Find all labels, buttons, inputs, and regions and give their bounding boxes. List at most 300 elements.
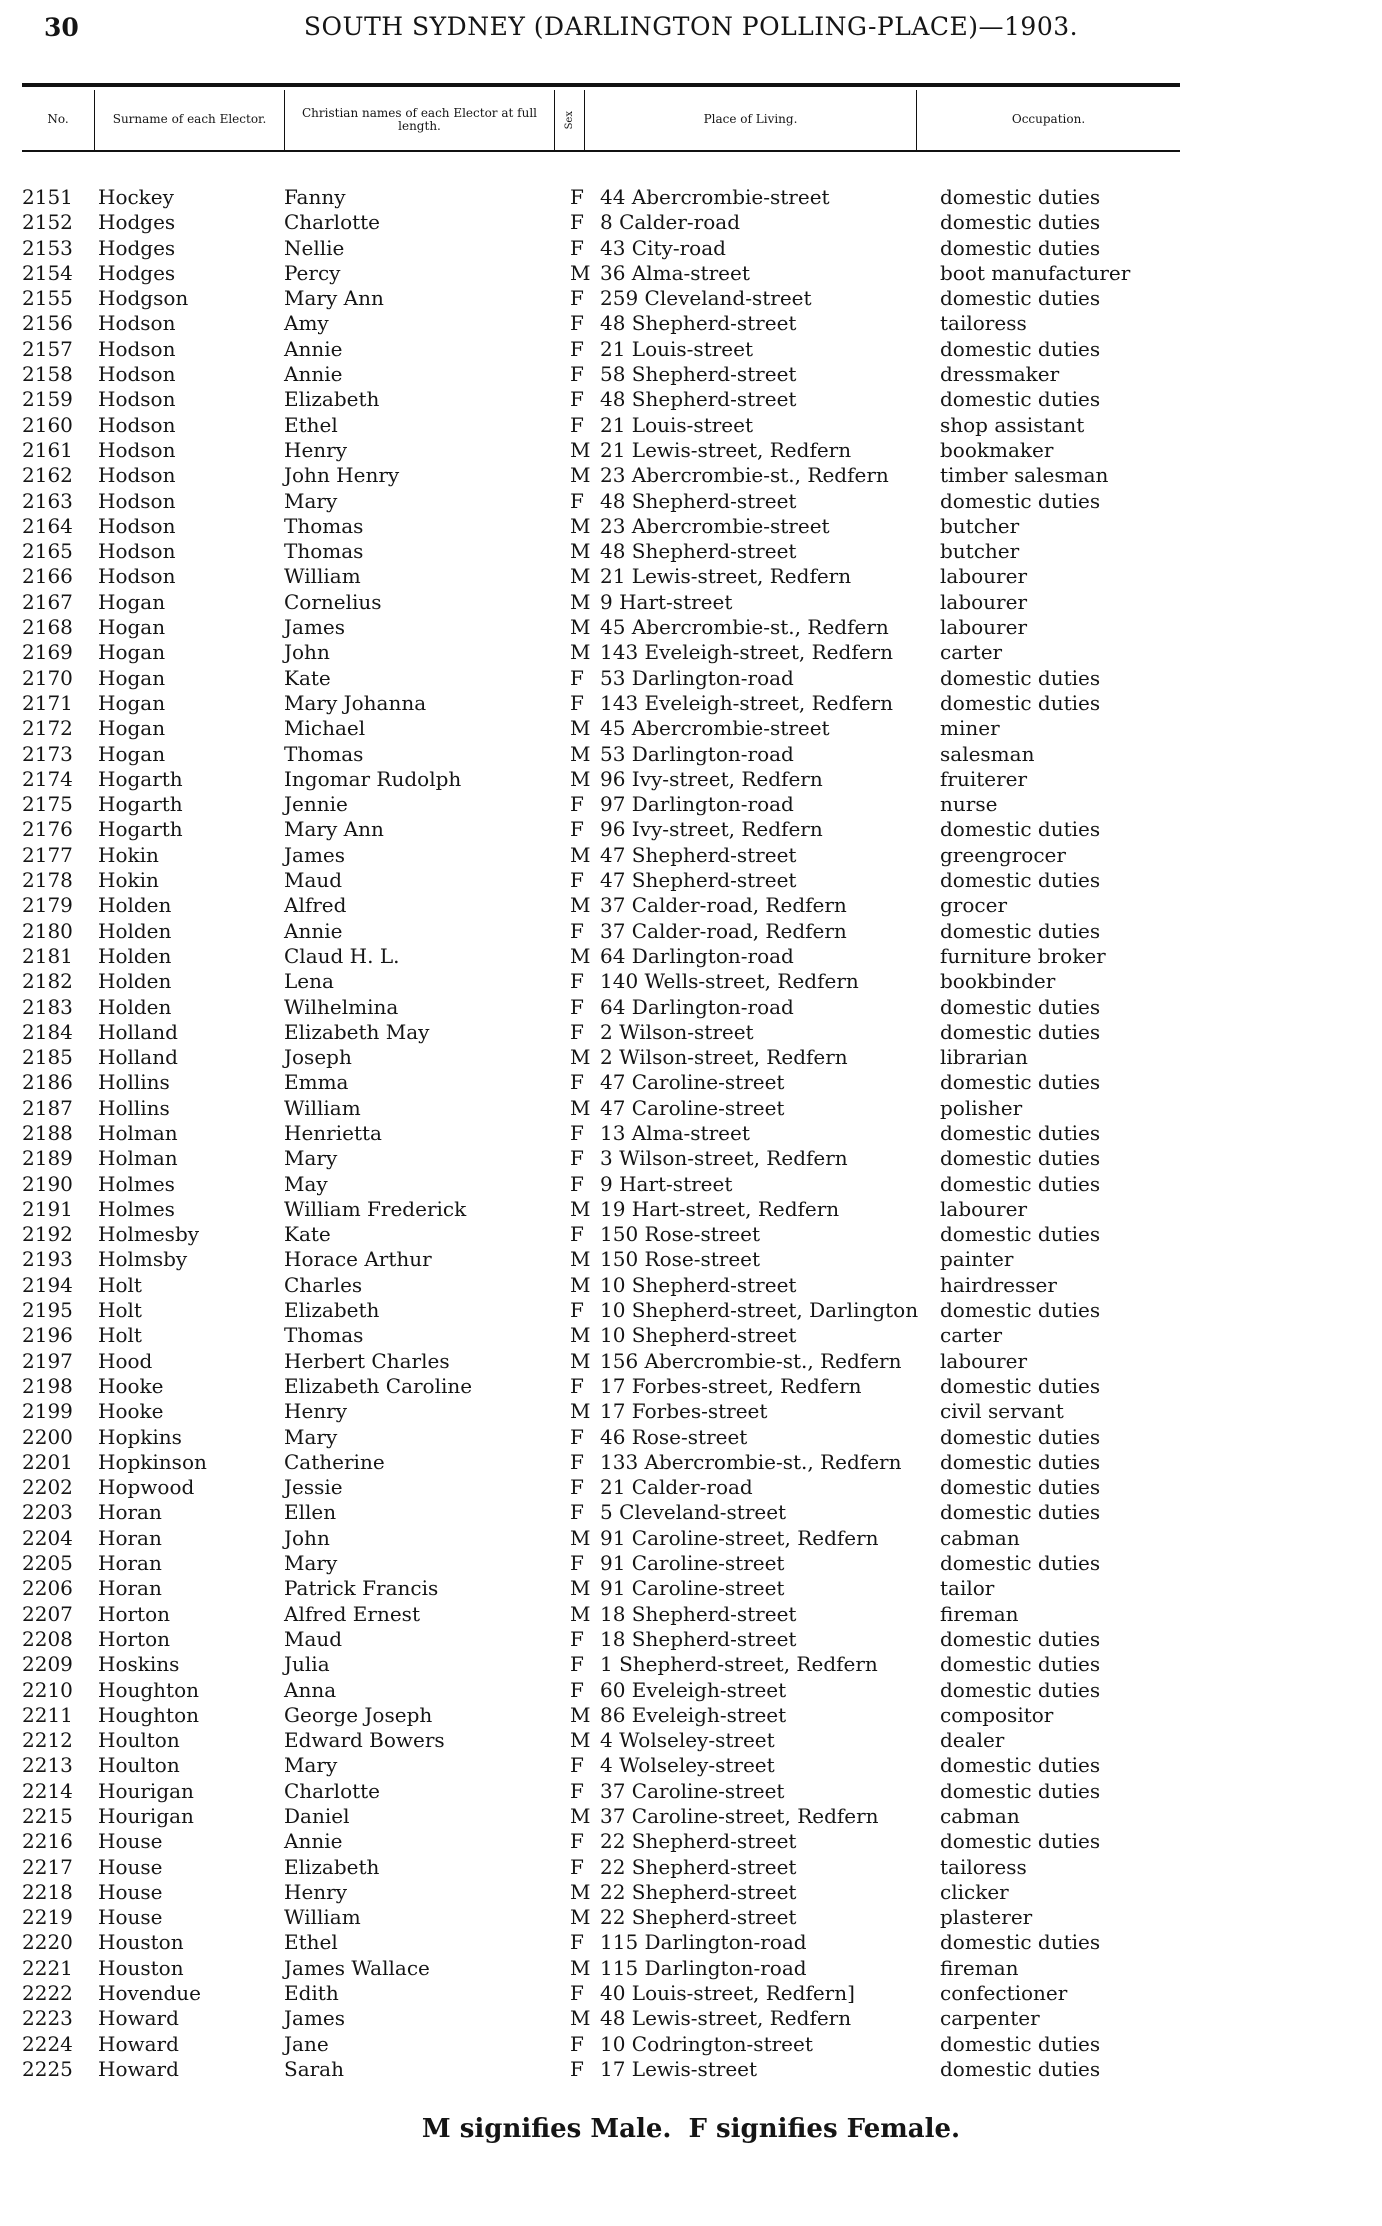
elector-sex: F	[570, 1146, 584, 1171]
table-row	[0, 1349, 1382, 1374]
elector-occupation: timber salesman	[940, 463, 1109, 488]
table-row	[0, 261, 1382, 286]
table-row	[0, 1627, 1382, 1652]
table-row	[0, 919, 1382, 944]
elector-place-of-living: 23 Abercrombie-st., Redfern	[600, 463, 889, 488]
elector-sex: F	[570, 1753, 584, 1778]
elector-occupation: domestic duties	[940, 2031, 1101, 2056]
elector-number: 2153	[22, 235, 73, 260]
elector-sex: F	[570, 2056, 584, 2081]
elector-occupation: compositor	[940, 1702, 1054, 1727]
elector-place-of-living: 97 Darlington-road	[600, 792, 794, 817]
elector-occupation: painter	[940, 1247, 1014, 1272]
elector-number: 2196	[22, 1323, 73, 1348]
elector-number: 2175	[22, 792, 73, 817]
elector-place-of-living: 10 Codrington-street	[600, 2031, 813, 2056]
table-row	[0, 1728, 1382, 1753]
elector-number: 2221	[22, 1955, 73, 1980]
elector-place-of-living: 9 Hart-street	[600, 1171, 733, 1196]
table-row	[0, 969, 1382, 994]
elector-occupation: domestic duties	[940, 387, 1101, 412]
table-row	[0, 413, 1382, 438]
table-row	[0, 1070, 1382, 1095]
table-row	[0, 438, 1382, 463]
elector-sex: F	[570, 1019, 584, 1044]
elector-occupation: domestic duties	[940, 1500, 1101, 1525]
elector-christian-names: Julia	[284, 1652, 330, 1677]
elector-occupation: domestic duties	[940, 1475, 1101, 1500]
col-header-christian-names: Christian names of each Elector at full length.	[284, 90, 554, 150]
elector-number: 2203	[22, 1500, 73, 1525]
table-row	[0, 1425, 1382, 1450]
elector-occupation: tailoress	[940, 311, 1027, 336]
elector-occupation: labourer	[940, 564, 1028, 589]
elector-occupation: domestic duties	[940, 1652, 1101, 1677]
elector-occupation: hairdresser	[940, 1272, 1057, 1297]
elector-surname: Holden	[98, 994, 172, 1019]
elector-number: 2184	[22, 1019, 73, 1044]
elector-occupation: tailor	[940, 1576, 995, 1601]
elector-surname: House	[98, 1879, 163, 1904]
elector-christian-names: James	[284, 842, 346, 867]
elector-number: 2218	[22, 1879, 73, 1904]
elector-surname: Holmesby	[98, 1222, 200, 1247]
elector-place-of-living: 21 Louis-street	[600, 412, 753, 437]
elector-surname: Horan	[98, 1576, 162, 1601]
elector-sex: F	[570, 1222, 584, 1247]
table-row	[0, 1172, 1382, 1197]
elector-number: 2201	[22, 1449, 73, 1474]
elector-occupation: furniture broker	[940, 943, 1106, 968]
elector-surname: Howard	[98, 2006, 179, 2031]
elector-place-of-living: 21 Louis-street	[600, 336, 753, 361]
elector-sex: F	[570, 488, 584, 513]
elector-sex: M	[570, 1576, 591, 1601]
elector-christian-names: Henrietta	[284, 1120, 382, 1145]
elector-place-of-living: 5 Cleveland-street	[600, 1500, 787, 1525]
elector-number: 2202	[22, 1475, 73, 1500]
col-header-occupation: Occupation.	[916, 90, 1180, 150]
elector-place-of-living: 64 Darlington-road	[600, 943, 794, 968]
elector-surname: Holt	[98, 1272, 142, 1297]
elector-surname: Holland	[98, 1045, 178, 1070]
elector-occupation: domestic duties	[940, 1829, 1101, 1854]
elector-occupation: boot manufacturer	[940, 260, 1131, 285]
table-row	[0, 1247, 1382, 1272]
elector-christian-names: Kate	[284, 665, 331, 690]
elector-number: 2210	[22, 1677, 73, 1702]
elector-sex: M	[570, 1879, 591, 1904]
elector-christian-names: William Frederick	[284, 1196, 467, 1221]
elector-occupation: labourer	[940, 589, 1028, 614]
elector-christian-names: Elizabeth	[284, 1298, 380, 1323]
elector-christian-names: Ethel	[284, 1930, 338, 1955]
elector-number: 2199	[22, 1399, 73, 1424]
elector-place-of-living: 36 Alma-street	[600, 260, 750, 285]
table-row	[0, 1399, 1382, 1424]
elector-place-of-living: 143 Eveleigh-street, Redfern	[600, 640, 893, 665]
elector-christian-names: Mary Ann	[284, 817, 384, 842]
elector-sex: M	[570, 716, 591, 741]
elector-surname: Hokin	[98, 868, 159, 893]
elector-place-of-living: 2 Wilson-street, Redfern	[600, 1045, 848, 1070]
elector-christian-names: Jennie	[284, 792, 348, 817]
elector-sex: F	[570, 235, 584, 260]
elector-occupation: shop assistant	[940, 412, 1085, 437]
elector-christian-names: Nellie	[284, 235, 345, 260]
elector-number: 2176	[22, 817, 73, 842]
elector-christian-names: Herbert Charles	[284, 1348, 450, 1373]
elector-place-of-living: 91 Caroline-street	[600, 1551, 785, 1576]
table-row	[0, 1298, 1382, 1323]
table-row	[0, 236, 1382, 261]
table-row	[0, 944, 1382, 969]
elector-place-of-living: 21 Lewis-street, Redfern	[600, 437, 852, 462]
elector-place-of-living: 17 Forbes-street, Redfern	[600, 1373, 862, 1398]
table-row	[0, 1703, 1382, 1728]
elector-number: 2205	[22, 1551, 73, 1576]
elector-place-of-living: 150 Rose-street	[600, 1222, 761, 1247]
elector-sex: M	[570, 1601, 591, 1626]
elector-sex: F	[570, 1677, 584, 1702]
elector-surname: Holden	[98, 918, 172, 943]
elector-number: 2152	[22, 210, 73, 235]
elector-christian-names: William	[284, 1905, 361, 1930]
elector-sex: M	[570, 260, 591, 285]
elector-number: 2160	[22, 412, 73, 437]
elector-number: 2151	[22, 185, 73, 209]
elector-number: 2177	[22, 842, 73, 867]
elector-surname: Holland	[98, 1019, 178, 1044]
elector-place-of-living: 18 Shepherd-street	[600, 1601, 797, 1626]
elector-surname: Hollins	[98, 1070, 170, 1095]
table-row	[0, 2057, 1382, 2082]
elector-place-of-living: 58 Shepherd-street	[600, 362, 797, 387]
elector-occupation: domestic duties	[940, 1778, 1101, 1803]
elector-sex: F	[570, 817, 584, 842]
elector-number: 2209	[22, 1652, 73, 1677]
elector-sex: F	[570, 387, 584, 412]
elector-christian-names: Annie	[284, 1829, 343, 1854]
elector-place-of-living: 48 Shepherd-street	[600, 387, 797, 412]
elector-place-of-living: 44 Abercrombie-street	[600, 185, 830, 209]
elector-number: 2178	[22, 868, 73, 893]
elector-sex: M	[570, 463, 591, 488]
elector-number: 2183	[22, 994, 73, 1019]
elector-place-of-living: 53 Darlington-road	[600, 741, 794, 766]
table-row	[0, 995, 1382, 1020]
elector-number: 2165	[22, 539, 73, 564]
elector-christian-names: Michael	[284, 716, 366, 741]
elector-surname: Holt	[98, 1298, 142, 1323]
elector-number: 2182	[22, 969, 73, 994]
elector-christian-names: Jane	[284, 2031, 329, 2056]
elector-christian-names: Ingomar Rudolph	[284, 766, 462, 791]
elector-christian-names: Maud	[284, 868, 343, 893]
elector-occupation: carpenter	[940, 2006, 1040, 2031]
table-row	[0, 286, 1382, 311]
elector-place-of-living: 133 Abercrombie-st., Redfern	[600, 1449, 902, 1474]
elector-surname: Hourigan	[98, 1778, 194, 1803]
elector-occupation: domestic duties	[940, 210, 1101, 235]
elector-occupation: bookbinder	[940, 969, 1056, 994]
table-row	[0, 590, 1382, 615]
table-row	[0, 210, 1382, 235]
page-number: 30	[44, 13, 79, 42]
table-row	[0, 1956, 1382, 1981]
elector-number: 2194	[22, 1272, 73, 1297]
elector-christian-names: John	[284, 1525, 330, 1550]
elector-place-of-living: 3 Wilson-street, Redfern	[600, 1146, 848, 1171]
table-row	[0, 1678, 1382, 1703]
elector-christian-names: Ellen	[284, 1500, 337, 1525]
elector-christian-names: Thomas	[284, 539, 364, 564]
table-row	[0, 1323, 1382, 1348]
table-row	[0, 1197, 1382, 1222]
elector-sex: M	[570, 615, 591, 640]
elector-sex: F	[570, 1475, 584, 1500]
table-row	[0, 868, 1382, 893]
elector-number: 2167	[22, 589, 73, 614]
elector-number: 2188	[22, 1120, 73, 1145]
elector-occupation: domestic duties	[940, 1677, 1101, 1702]
elector-surname: Hogarth	[98, 792, 183, 817]
elector-occupation: domestic duties	[940, 1930, 1101, 1955]
table-row	[0, 893, 1382, 918]
elector-surname: Hodson	[98, 564, 176, 589]
elector-christian-names: Annie	[284, 336, 343, 361]
elector-occupation: domestic duties	[940, 1222, 1101, 1247]
elector-occupation: domestic duties	[940, 185, 1101, 209]
elector-surname: Horton	[98, 1626, 171, 1651]
elector-surname: Houlton	[98, 1753, 180, 1778]
header-rule	[22, 83, 1180, 87]
table-row	[0, 463, 1382, 488]
elector-christian-names: Kate	[284, 1222, 331, 1247]
table-row	[0, 387, 1382, 412]
elector-surname: Hogan	[98, 665, 166, 690]
elector-surname: Hogan	[98, 615, 166, 640]
elector-christian-names: Catherine	[284, 1449, 385, 1474]
elector-occupation: nurse	[940, 792, 998, 817]
elector-place-of-living: 64 Darlington-road	[600, 994, 794, 1019]
elector-sex: F	[570, 1652, 584, 1677]
elector-occupation: tailoress	[940, 1854, 1027, 1879]
table-row	[0, 1981, 1382, 2006]
elector-christian-names: James Wallace	[284, 1955, 430, 1980]
elector-occupation: dealer	[940, 1728, 1005, 1753]
elector-surname: Hodgson	[98, 286, 189, 311]
elector-number: 2162	[22, 463, 73, 488]
elector-surname: Houston	[98, 1930, 184, 1955]
elector-occupation: domestic duties	[940, 1171, 1101, 1196]
elector-christian-names: Percy	[284, 260, 341, 285]
elector-sex: F	[570, 2031, 584, 2056]
table-row	[0, 1753, 1382, 1778]
elector-place-of-living: 86 Eveleigh-street	[600, 1702, 787, 1727]
elector-place-of-living: 96 Ivy-street, Redfern	[600, 766, 823, 791]
elector-surname: Hodson	[98, 463, 176, 488]
table-row	[0, 716, 1382, 741]
table-row	[0, 691, 1382, 716]
elector-number: 2156	[22, 311, 73, 336]
elector-place-of-living: 150 Rose-street	[600, 1247, 761, 1272]
table-row	[0, 767, 1382, 792]
table-row	[0, 2006, 1382, 2031]
elector-christian-names: Fanny	[284, 185, 346, 209]
elector-occupation: domestic duties	[940, 1120, 1101, 1145]
elector-number: 2193	[22, 1247, 73, 1272]
elector-number: 2219	[22, 1905, 73, 1930]
elector-christian-names: William	[284, 1095, 361, 1120]
elector-place-of-living: 37 Calder-road, Redfern	[600, 918, 847, 943]
elector-number: 2197	[22, 1348, 73, 1373]
elector-surname: Horan	[98, 1551, 162, 1576]
elector-sex: M	[570, 842, 591, 867]
elector-place-of-living: 22 Shepherd-street	[600, 1829, 797, 1854]
elector-surname: Holmes	[98, 1171, 175, 1196]
elector-christian-names: Mary	[284, 1146, 338, 1171]
elector-sex: M	[570, 1525, 591, 1550]
elector-occupation: domestic duties	[940, 1019, 1101, 1044]
table-row	[0, 640, 1382, 665]
elector-occupation: carter	[940, 1323, 1003, 1348]
elector-number: 2155	[22, 286, 73, 311]
elector-surname: Hodson	[98, 362, 176, 387]
elector-number: 2211	[22, 1702, 73, 1727]
table-row	[0, 1880, 1382, 1905]
elector-place-of-living: 21 Calder-road	[600, 1475, 753, 1500]
elector-number: 2215	[22, 1804, 73, 1828]
elector-sex: F	[570, 665, 584, 690]
elector-number: 2166	[22, 564, 73, 589]
elector-surname: Hovendue	[98, 1981, 202, 2006]
elector-sex: F	[570, 1930, 584, 1955]
elector-sex: M	[570, 1905, 591, 1930]
elector-surname: Holman	[98, 1120, 178, 1145]
elector-occupation: fireman	[940, 1955, 1019, 1980]
elector-sex: M	[570, 741, 591, 766]
elector-occupation: domestic duties	[940, 868, 1101, 893]
elector-surname: Hood	[98, 1348, 153, 1373]
elector-number: 2191	[22, 1196, 73, 1221]
elector-place-of-living: 60 Eveleigh-street	[600, 1677, 787, 1702]
elector-number: 2186	[22, 1070, 73, 1095]
elector-surname: Hogarth	[98, 817, 183, 842]
table-row	[0, 843, 1382, 868]
elector-place-of-living: 47 Shepherd-street	[600, 842, 797, 867]
elector-sex: F	[570, 311, 584, 336]
elector-sex: M	[570, 766, 591, 791]
elector-place-of-living: 91 Caroline-street	[600, 1576, 785, 1601]
elector-occupation: domestic duties	[940, 488, 1101, 513]
elector-sex: F	[570, 1829, 584, 1854]
elector-place-of-living: 48 Shepherd-street	[600, 488, 797, 513]
elector-christian-names: Jessie	[284, 1475, 343, 1500]
elector-sex: F	[570, 690, 584, 715]
table-row	[0, 615, 1382, 640]
elector-occupation: domestic duties	[940, 336, 1101, 361]
elector-occupation: cabman	[940, 1804, 1020, 1828]
table-row	[0, 1096, 1382, 1121]
elector-surname: Houghton	[98, 1677, 200, 1702]
elector-christian-names: Henry	[284, 1399, 348, 1424]
elector-surname: Hooke	[98, 1399, 164, 1424]
elector-sex: F	[570, 1854, 584, 1879]
elector-number: 2214	[22, 1778, 73, 1803]
elector-christian-names: Anna	[284, 1677, 337, 1702]
elector-occupation: fruiterer	[940, 766, 1028, 791]
elector-place-of-living: 1 Shepherd-street, Redfern	[600, 1652, 878, 1677]
elector-number: 2154	[22, 260, 73, 285]
elector-place-of-living: 96 Ivy-street, Redfern	[600, 817, 823, 842]
elector-place-of-living: 18 Shepherd-street	[600, 1626, 797, 1651]
elector-christian-names: Elizabeth Caroline	[284, 1373, 473, 1398]
elector-occupation: domestic duties	[940, 817, 1101, 842]
elector-occupation: domestic duties	[940, 994, 1101, 1019]
col-header-sex-label: Sex	[564, 110, 575, 130]
elector-sex: F	[570, 1626, 584, 1651]
elector-christian-names: Thomas	[284, 1323, 364, 1348]
elector-sex: M	[570, 640, 591, 665]
elector-christian-names: Claud H. L.	[284, 943, 400, 968]
elector-surname: Hogarth	[98, 766, 183, 791]
elector-place-of-living: 47 Shepherd-street	[600, 868, 797, 893]
elector-christian-names: Charlotte	[284, 1778, 381, 1803]
elector-place-of-living: 2 Wilson-street	[600, 1019, 754, 1044]
table-row	[0, 792, 1382, 817]
elector-occupation: domestic duties	[940, 1753, 1101, 1778]
table-row	[0, 1576, 1382, 1601]
elector-sex: M	[570, 1955, 591, 1980]
elector-sex: M	[570, 2006, 591, 2031]
elector-place-of-living: 47 Caroline-street	[600, 1095, 785, 1120]
elector-place-of-living: 37 Calder-road, Redfern	[600, 893, 847, 918]
elector-place-of-living: 48 Shepherd-street	[600, 311, 797, 336]
elector-occupation: greengrocer	[940, 842, 1066, 867]
elector-occupation: domestic duties	[940, 1424, 1101, 1449]
elector-place-of-living: 21 Lewis-street, Redfern	[600, 564, 852, 589]
elector-place-of-living: 91 Caroline-street, Redfern	[600, 1525, 879, 1550]
elector-place-of-living: 13 Alma-street	[600, 1120, 750, 1145]
elector-christian-names: Henry	[284, 1879, 348, 1904]
elector-christian-names: James	[284, 2006, 346, 2031]
col-header-place: Place of Living.	[584, 90, 916, 150]
elector-christian-names: May	[284, 1171, 328, 1196]
elector-surname: Holman	[98, 1146, 178, 1171]
footer-legend	[0, 2114, 1382, 2144]
table-row	[0, 817, 1382, 842]
elector-sex: F	[570, 868, 584, 893]
elector-number: 2189	[22, 1146, 73, 1171]
elector-sex: F	[570, 1120, 584, 1145]
elector-christian-names: Horace Arthur	[284, 1247, 432, 1272]
elector-christian-names: Edward Bowers	[284, 1728, 445, 1753]
elector-sex: M	[570, 1247, 591, 1272]
elector-sex: F	[570, 1778, 584, 1803]
elector-number: 2212	[22, 1728, 73, 1753]
elector-sex: F	[570, 792, 584, 817]
elector-sex: F	[570, 412, 584, 437]
elector-surname: Hooke	[98, 1373, 164, 1398]
elector-place-of-living: 10 Shepherd-street, Darlington	[600, 1298, 919, 1323]
elector-sex: F	[570, 969, 584, 994]
elector-number: 2192	[22, 1222, 73, 1247]
elector-sex: M	[570, 1196, 591, 1221]
elector-list	[0, 185, 1382, 2082]
elector-number: 2164	[22, 513, 73, 538]
table-row	[0, 1045, 1382, 1070]
